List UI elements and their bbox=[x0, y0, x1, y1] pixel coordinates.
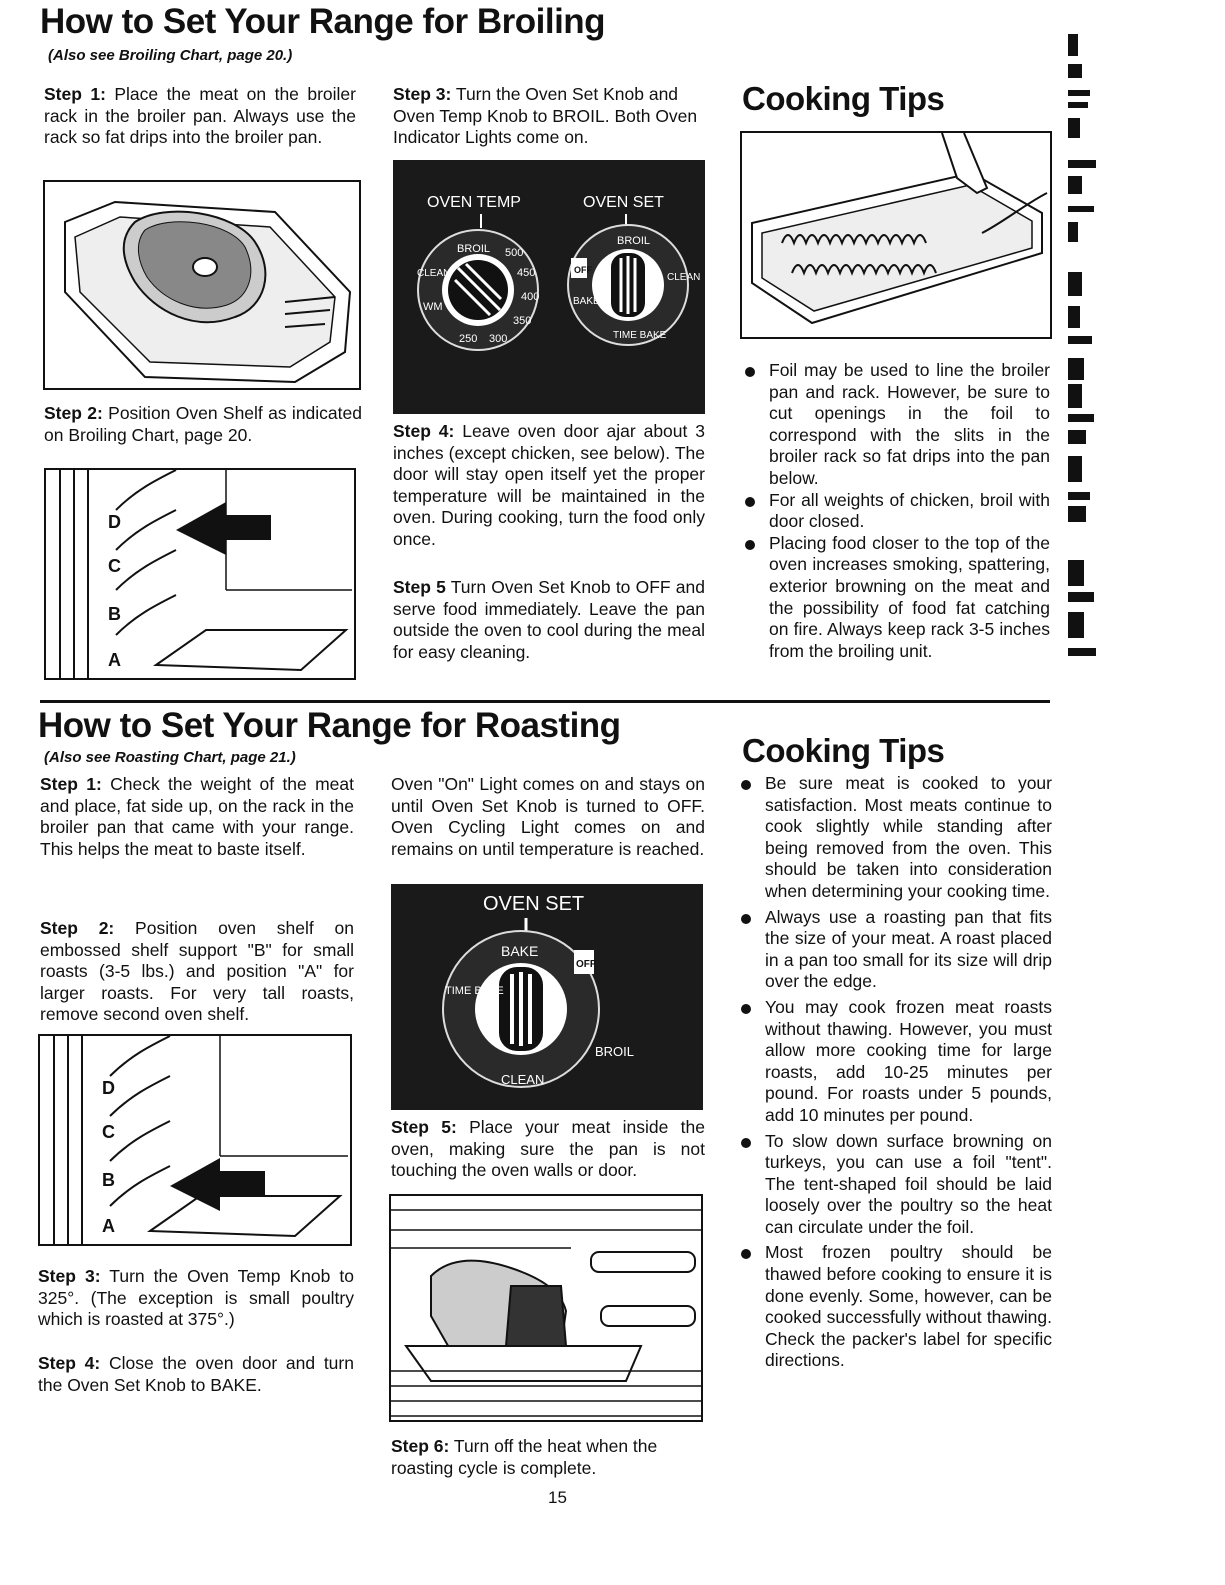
roasting-tip-4: To slow down surface browning on turkeys, you can use a foil "tent". The tent-shaped foil should be laid loosely over the poultry so the heat can circulate under the foil. bbox=[738, 1131, 1052, 1239]
broiler-pan-illustration bbox=[43, 180, 361, 390]
roasting-step5-text: Place your meat inside the oven, making sure the pan is not touching the oven walls or door. bbox=[391, 1117, 705, 1181]
broiling-step5-text: Turn Oven Set Knob to OFF and serve food immediately. Leave the pan outside the oven to cool during the meal for easy cleaning. bbox=[393, 577, 705, 662]
broiling-step5 bbox=[393, 577, 705, 663]
roasting-step2 bbox=[40, 918, 354, 1026]
roasting-step3 bbox=[38, 1266, 354, 1331]
dial-set-clean: CLEAN bbox=[667, 272, 701, 283]
broiling-step3-label: Step 3: bbox=[393, 84, 452, 104]
roasting-step5 bbox=[391, 1117, 705, 1182]
roasting-step6-label: Step 6: bbox=[391, 1436, 450, 1456]
foil-illustration bbox=[740, 131, 1052, 339]
shelf-letter-b: B bbox=[108, 604, 121, 624]
broiling-step4-text: Leave oven door ajar about 3 inches (except chicken, see below). The door will stay open itself yet the proper temperature will be maintained in the oven. During cooking, turn the food only once. bbox=[393, 421, 705, 549]
roasting-light-text: Oven "On" Light comes on and stays on until Oven Set Knob is turned to OFF. Oven Cycling Light comes on and remains on until temperature is reached. bbox=[391, 774, 705, 859]
roasting-step4-text: Close the oven door and turn the Oven Set Knob to BAKE. bbox=[38, 1353, 354, 1395]
broiling-shelf-illustration bbox=[44, 468, 356, 680]
oven-set-label: OVEN SET bbox=[583, 194, 664, 211]
broiling-subtitle: (Also see Broiling Chart, page 20.) bbox=[48, 47, 293, 64]
shelf-letter-c: C bbox=[108, 556, 121, 576]
dial-temp-300: 300 bbox=[489, 333, 508, 345]
dial-temp-250: 250 bbox=[459, 333, 478, 345]
roasting-step4 bbox=[38, 1353, 354, 1396]
roasting-step5-label: Step 5: bbox=[391, 1117, 457, 1137]
roast-in-oven-illustration bbox=[389, 1194, 703, 1422]
roasting-step1-text: Check the weight of the meat and place, fat side up, on the rack in the broiler pan that came with your range. This helps the meat to baste itself. bbox=[40, 774, 354, 859]
broiling-tip-2: For all weights of chicken, broil with door closed. bbox=[742, 490, 1050, 533]
roasting-oven-set-label: OVEN SET bbox=[483, 893, 585, 915]
roasting-tip-2: Always use a roasting pan that fits the size of your meat. A roast placed in a pan too small for its size will drip over the edge. bbox=[738, 907, 1052, 993]
roasting-step3-text: Turn the Oven Temp Knob to 325°. (The exception is small poultry which is roasted at 375°.) bbox=[38, 1266, 354, 1330]
shelf-positions-drawing bbox=[46, 470, 354, 678]
roast-dial-bake: BAKE bbox=[501, 943, 539, 959]
roasting-step6-text: Turn off the heat when the roasting cycle is complete. bbox=[391, 1436, 658, 1478]
broil-knobs-drawing bbox=[393, 160, 705, 414]
dial-temp-450: 450 bbox=[517, 267, 536, 279]
broiling-step1 bbox=[44, 84, 356, 149]
roasting-tips-title: Cooking Tips bbox=[742, 732, 945, 769]
roast-shelf-letter-a: A bbox=[102, 1216, 115, 1236]
dial-temp-350: 350 bbox=[513, 315, 532, 327]
broiling-step3 bbox=[393, 84, 723, 149]
dial-set-broil: BROIL bbox=[617, 235, 651, 247]
oven-temp-label: OVEN TEMP bbox=[427, 194, 521, 211]
broiling-tip-1: Foil may be used to line the broiler pan and rack. However, be sure to cut openings in the foil to correspond with the slits in the broiler rack so fat drips into the pan below. bbox=[742, 360, 1050, 490]
roasting-shelf-drawing bbox=[40, 1036, 350, 1244]
broiling-step2 bbox=[44, 403, 362, 446]
roast-in-oven-drawing bbox=[391, 1196, 701, 1420]
dial-set-bake: BAKE bbox=[573, 296, 600, 307]
dial-temp-clean: CLEAN bbox=[417, 268, 451, 279]
roasting-tip-3: You may cook frozen meat roasts without thawing. However, you must allow more cooking time for large roasts, add 10-25 minutes per pound. For roasts under 5 pounds, add 10 minutes per pound. bbox=[738, 997, 1052, 1127]
broiling-step2-label: Step 2: bbox=[44, 403, 103, 423]
broiling-tips-title: Cooking Tips bbox=[742, 80, 945, 117]
roast-shelf-letter-b: B bbox=[102, 1170, 115, 1190]
roasting-step1-label: Step 1: bbox=[40, 774, 102, 794]
broiling-step4 bbox=[393, 421, 705, 551]
roasting-step2-label: Step 2: bbox=[40, 918, 115, 938]
roast-dial-clean: CLEAN bbox=[501, 1072, 545, 1087]
roasting-title: How to Set Your Range for Roasting bbox=[38, 706, 621, 745]
broiling-step4-label: Step 4: bbox=[393, 421, 455, 441]
bake-knob-photo bbox=[391, 884, 703, 1110]
broiling-step1-label: Step 1: bbox=[44, 84, 106, 104]
dial-temp-broil: BROIL bbox=[457, 243, 491, 255]
roasting-light-info bbox=[391, 774, 705, 860]
roast-dial-broil: BROIL bbox=[595, 1044, 635, 1059]
broil-knobs-photo bbox=[393, 160, 705, 414]
dial-temp-wm: WM bbox=[423, 301, 443, 313]
roast-dial-off: OFF bbox=[576, 959, 596, 970]
dial-temp-400: 400 bbox=[521, 291, 540, 303]
broiling-step5-label: Step 5 bbox=[393, 577, 446, 597]
roasting-tips-list bbox=[738, 773, 1052, 1372]
roasting-step1 bbox=[40, 774, 354, 860]
broiling-step2-text: Position Oven Shelf as indicated on Broiling Chart, page 20. bbox=[44, 403, 362, 445]
roasting-tip-5: Most frozen poultry should be thawed before cooking to ensure it is done evenly. Some, however, can be cooked successfully without thawing. Check the packer's label for specific directions. bbox=[738, 1242, 1052, 1372]
roasting-subtitle: (Also see Roasting Chart, page 21.) bbox=[44, 749, 296, 766]
page-number: 15 bbox=[548, 1488, 567, 1507]
roast-dial-timebake: TIME BAKE bbox=[445, 985, 504, 997]
shelf-letter-a: A bbox=[108, 650, 121, 670]
bake-knob-drawing bbox=[391, 884, 703, 1110]
roast-shelf-letter-c: C bbox=[102, 1122, 115, 1142]
broiling-step1-text: Place the meat on the broiler rack in the broiler pan. Always use the rack so fat drips into the broiler pan. bbox=[44, 84, 356, 148]
roasting-tip-1: Be sure meat is cooked to your satisfaction. Most meats continue to cook slightly while standing after being removed from the oven. This should be taken into consideration when determining your cooking time. bbox=[738, 773, 1052, 903]
roasting-step2-text: Position oven shelf on embossed shelf support "B" for small roasts (3-5 lbs.) and position "A" for larger roasts. For very tall roasts, remove second oven shelf. bbox=[40, 918, 354, 1025]
roasting-step4-label: Step 4: bbox=[38, 1353, 101, 1373]
broiling-tip-3: Placing food closer to the top of the oven increases smoking, spattering, exterior browning on the meat and the possibility of food fat catching on fire. Always keep rack 3-5 inches from the broiling unit. bbox=[742, 533, 1050, 663]
roasting-shelf-illustration bbox=[38, 1034, 352, 1246]
shelf-letter-d: D bbox=[108, 512, 121, 532]
roasting-step6 bbox=[391, 1436, 705, 1479]
dial-set-timebake: TIME BAKE bbox=[613, 330, 667, 341]
roast-shelf-letter-d: D bbox=[102, 1078, 115, 1098]
broiling-title: How to Set Your Range for Broiling bbox=[40, 2, 606, 41]
broiler-pan-drawing bbox=[45, 182, 359, 388]
broiling-step3-text: Turn the Oven Set Knob and Oven Temp Knob to BROIL. Both Oven Indicator Lights come on. bbox=[393, 84, 698, 148]
dial-set-off: OFF bbox=[574, 265, 592, 275]
section-divider bbox=[40, 700, 1050, 703]
foil-rack-drawing bbox=[742, 133, 1050, 337]
dial-temp-500: 500 bbox=[505, 247, 524, 259]
broiling-tips-list bbox=[742, 360, 1050, 662]
roasting-step3-label: Step 3: bbox=[38, 1266, 101, 1286]
